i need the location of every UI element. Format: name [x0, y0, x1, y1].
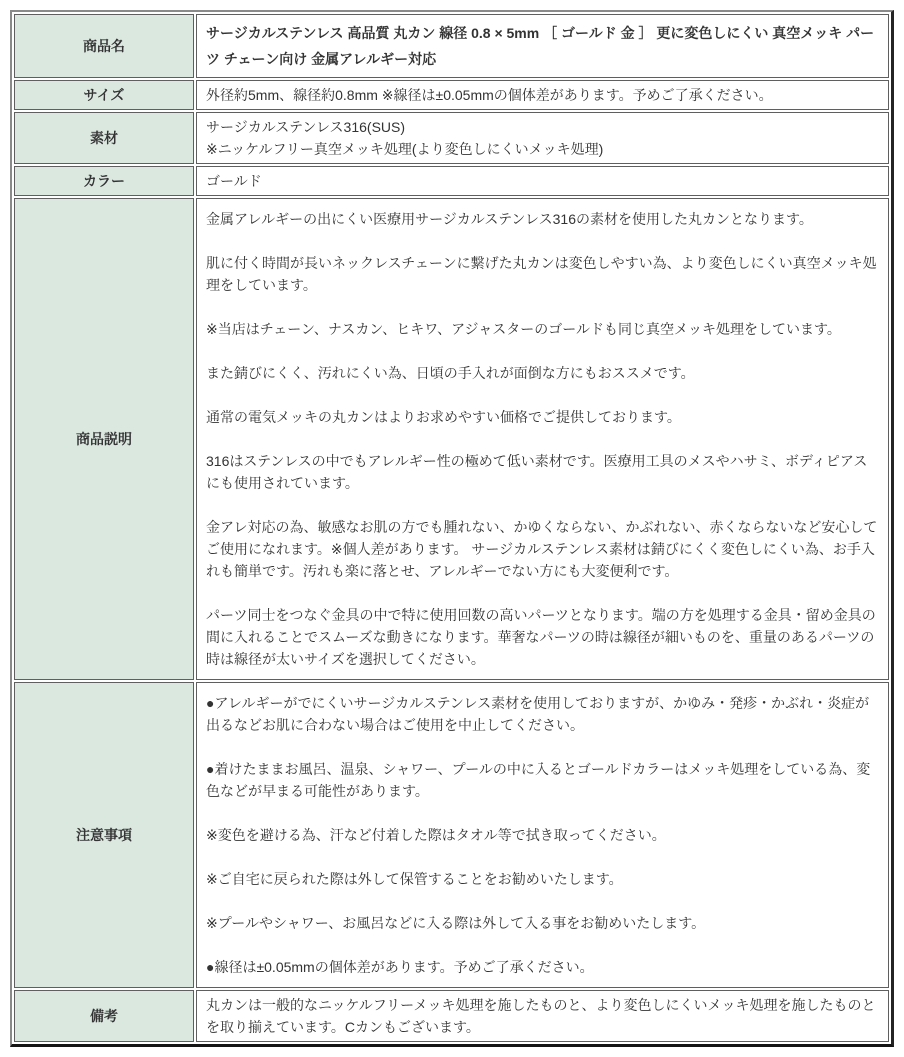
- row-label-product-name: 商品名: [14, 14, 194, 78]
- row-description-paragraph-5: 通常の電気メッキの丸カンはよりお求めやすい価格でご提供しております。: [206, 409, 681, 425]
- spec-row-size: [14, 80, 889, 110]
- row-precautions-paragraph-2: ●着けたままお風呂、温泉、シャワー、プールの中に入るとゴールドカラーはメッキ処理をしている為、変色などが早まる可能性があります。: [206, 761, 871, 799]
- row-product-name-paragraph-1: サージカルステンレス 高品質 丸カン 線径 0.8 × 5mm ［ ゴールド 金 ］ 更に変色しにくい 真空メッキ パーツ チェーン向け 金属アレルギー対応: [206, 25, 875, 67]
- row-label-description: 商品説明: [14, 198, 194, 680]
- row-precautions-paragraph-6: ●線径は±0.05mmの個体差があります。予めご了承ください。: [206, 959, 594, 975]
- row-remarks-paragraph-1: 丸カンは一般的なニッケルフリーメッキ処理を施したものと、より変色しにくいメッキ処理を施したものとを取り揃えています。Cカンもございます。: [206, 997, 876, 1035]
- row-material-paragraph-2: ※ニッケルフリー真空メッキ処理(より変色しにくいメッキ処理): [206, 141, 604, 157]
- row-precautions-paragraph-3: ※変色を避ける為、汗など付着した際はタオル等で拭き取ってください。: [206, 827, 666, 843]
- row-description-paragraph-4: また錆びにくく、汚れにくい為、日頃の手入れが面倒な方にもおススメです。: [206, 365, 695, 381]
- row-description-paragraph-6: 316はステンレスの中でもアレルギー性の極めて低い素材です。医療用工具のメスやハサミ、ボディピアスにも使用されています。: [206, 453, 868, 491]
- row-label-size: サイズ: [14, 80, 194, 110]
- row-description-paragraph-8: パーツ同士をつなぐ金具の中で特に使用回数の高いパーツとなります。端の方を処理する金具・留め金具の間に入れることでスムーズな動きになります。華奢なパーツの時は線径が細いものを、重量のあるパーツの時は線径が太いサイズを選択してください。: [206, 607, 876, 667]
- row-content-description: [196, 198, 889, 680]
- spec-row-remarks: [14, 990, 889, 1042]
- row-precautions-paragraph-1: ●アレルギーがでにくいサージカルステンレス素材を使用しておりますが、かゆみ・発疹・かぶれ・炎症が出るなどお肌に合わない場合はご使用を中止してください。: [206, 695, 870, 733]
- row-label-precautions: 注意事項: [14, 682, 194, 988]
- row-color-paragraph-1: ゴールド: [206, 173, 262, 189]
- row-content-material: [196, 112, 889, 164]
- spec-row-material: [14, 112, 889, 164]
- row-content-remarks: [196, 990, 889, 1042]
- spec-table-body: [14, 14, 889, 1042]
- row-description-paragraph-1: 金属アレルギーの出にくい医療用サージカルステンレス316の素材を使用した丸カンとなります。: [206, 211, 813, 227]
- row-label-material: 素材: [14, 112, 194, 164]
- row-precautions-paragraph-5: ※プールやシャワー、お風呂などに入る際は外して入る事をお勧めいたします。: [206, 915, 706, 931]
- row-content-product-name: [196, 14, 889, 78]
- row-content-precautions: [196, 682, 889, 988]
- row-label-remarks: 備考: [14, 990, 194, 1042]
- product-spec-table: [10, 10, 894, 1047]
- row-description-paragraph-3: ※当店はチェーン、ナスカン、ヒキワ、アジャスターのゴールドも同じ真空メッキ処理をしています。: [206, 321, 841, 337]
- spec-row-product-name: [14, 14, 889, 78]
- spec-row-description: [14, 198, 889, 680]
- row-precautions-paragraph-4: ※ご自宅に戻られた際は外して保管することをお勧めいたします。: [206, 871, 623, 887]
- spec-row-precautions: [14, 682, 889, 988]
- row-content-size: [196, 80, 889, 110]
- row-size-paragraph-1: 外径約5mm、線径約0.8mm ※線径は±0.05mmの個体差があります。予めご了承ください。: [206, 87, 773, 103]
- spec-row-color: [14, 166, 889, 196]
- row-description-paragraph-7: 金アレ対応の為、敏感なお肌の方でも腫れない、かゆくならない、かぶれない、赤くならないなど安心してご使用になれます。※個人差があります。 サージカルステンレス素材は錆びにくく変色しにくい為、お手入れも簡単です。汚れも楽に落とせ、アレルギーでない方にも大変便利です。: [206, 519, 878, 579]
- row-content-color: [196, 166, 889, 196]
- row-description-paragraph-2: 肌に付く時間が長いネックレスチェーンに繋げた丸カンは変色しやすい為、より変色しにくい真空メッキ処理をしています。: [206, 255, 877, 293]
- row-label-color: カラー: [14, 166, 194, 196]
- row-material-paragraph-1: サージカルステンレス316(SUS): [206, 119, 406, 135]
